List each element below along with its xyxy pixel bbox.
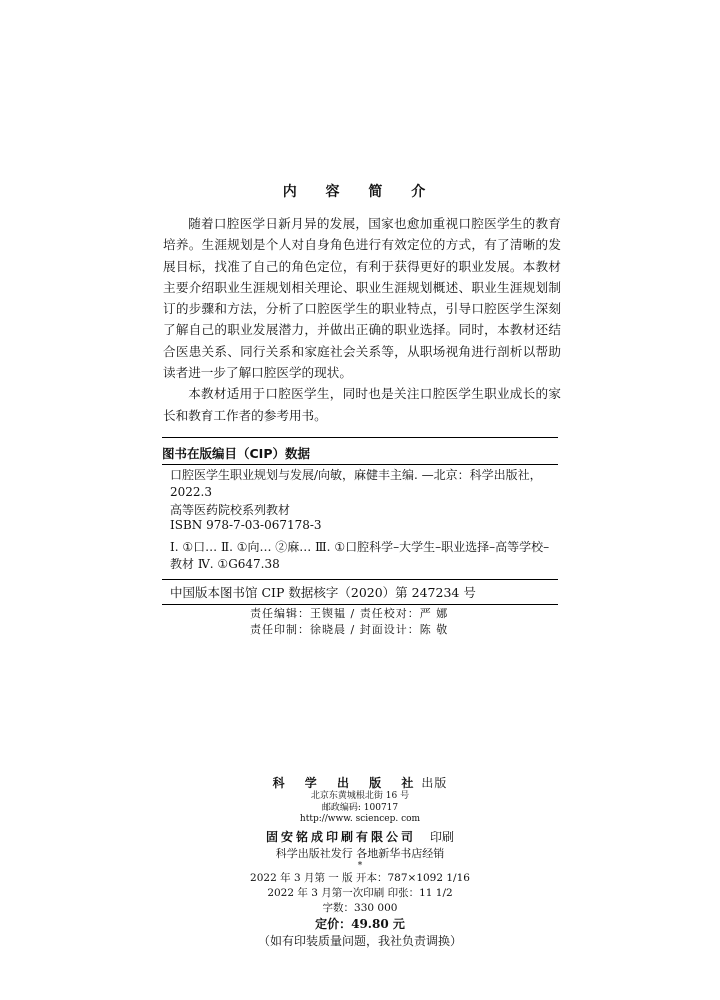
publisher-postcode: 邮政编码: 100717 [321,802,399,813]
quality-notice: （如有印装质量问题，我社负责调换） [257,933,462,948]
distribution-line: 科学出版社发行 各地新华书店经销 [275,846,445,860]
editor-credits [250,606,448,638]
separator-star: * [357,860,363,871]
printing-line: 2022 年 3 月第一次印刷 印张：11 1/2 [267,886,453,899]
colophon [160,775,560,950]
cip-series: 高等医药院校系列教材 [170,503,291,517]
cip-isbn: ISBN 978-7-03-067178-3 [170,518,322,532]
cip-record-number: 中国版本图书馆 CIP 数据核字（2020）第 247234 号 [170,585,476,600]
summary-paragraph-2: 本教材适用于口腔医学生，同时也是关注口腔医学生职业成长的家长和教育工作者的参考用书。 [163,386,561,423]
editor-credit-line-2: 责任印制：徐晓晨 / 封面设计：陈 敬 [250,623,449,636]
summary-paragraph-1: 随着口腔医学日新月异的发展，国家也愈加重视口腔医学生的教育培养。生涯规划是个人对自身角色进行有效定位的方式，有了清晰的发展目标，找准了自己的角色定位，有利于获得更好的职业发展。本教材主要介绍职业生涯规划相关理论、职业生涯规划概述、职业生涯规划制订的步骤和方法，分析了口腔医学生的职业特点，引导口腔医学生深刻了解自己的职业发展潜力，并做出正确的职业选择。同时，本教材还结合医患关系、同行关系和家庭社会关系等，从职场视角进行剖析以帮助读者进一步了解口腔医学的现状。 [163,216,561,381]
summary-title: 内 容 简 介 [282,184,438,200]
cip-divider-bottom [162,579,558,580]
publisher-brand: 科 学 出 版 社 [272,776,422,790]
publisher-suffix: 出版 [421,776,448,790]
editor-credit-line-1: 责任编辑：王锲韫 / 责任校对：严 娜 [250,607,449,620]
printer-line [160,829,560,846]
printer-brand: 固安铭成印刷有限公司 [265,829,416,844]
cip-heading: 图书在版编目（CIP）数据 [162,446,310,461]
cip-divider-top [162,464,558,465]
price-line: 定价：49.80 元 [315,916,405,931]
cip-description: 口腔医学生职业规划与发展/向敏，麻健丰主编. —北京：科学出版社，2022.3 [170,468,542,499]
edition-line: 2022 年 3 月第 一 版 开本：787×1092 1/16 [250,871,470,884]
summary-body [163,213,561,426]
publisher-address: 北京东黄城根北街 16 号 [310,791,410,801]
cip-classification: Ⅰ. ①口… Ⅱ. ①向… ②麻… Ⅲ. ①口腔科学–大学生–职业选择–高等学校–教材 Ⅳ. ①G647.38 [170,540,550,571]
printer-suffix: 印刷 [430,829,455,844]
word-count-line: 字数：330 000 [322,901,398,914]
publisher-website: http://www. sciencep. com [299,814,421,824]
publisher-line [160,775,560,791]
cip-data-box [162,437,558,605]
